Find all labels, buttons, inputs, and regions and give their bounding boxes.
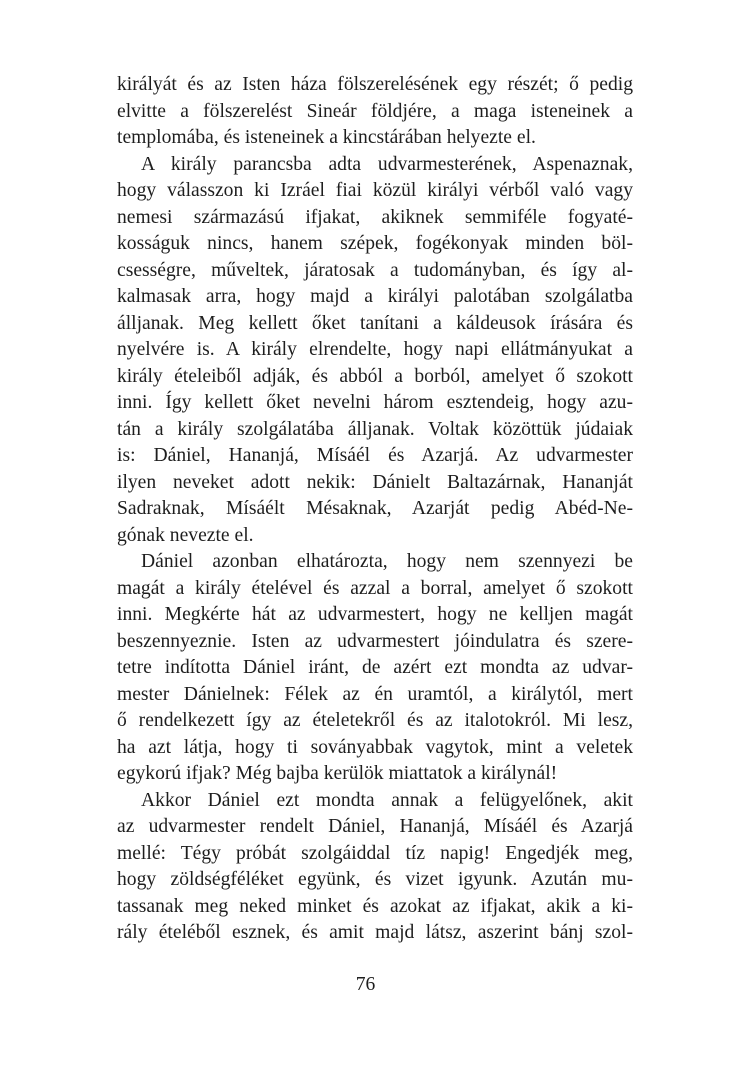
text-line: nemesi származású ifjakat, akiknek semmiféle fogyaté- bbox=[117, 206, 633, 228]
paragraph-4 bbox=[117, 788, 633, 947]
text-line: ő rendelkezett így az ételetekről és az italotokról. Mi lesz, bbox=[117, 710, 633, 731]
page-number: 76 bbox=[355, 974, 376, 995]
text-line: mellé: Tégy próbát szolgáiddal tíz napig! Engedjék meg, bbox=[117, 842, 633, 864]
text-line: egykorú ifjak? Még bajba kerülök miattatok a királynál! bbox=[117, 763, 558, 784]
text-line: király ételeiből adják, és abból a borból, amelyet ő szokott bbox=[117, 365, 633, 387]
text-line: gónak nevezte el. bbox=[117, 524, 254, 546]
text-line: tetre indította Dániel iránt, de azért ezt mondta az udvar- bbox=[117, 657, 633, 678]
text-line: csességre, műveltek, járatosak a tudományban, és így al- bbox=[117, 259, 633, 281]
text-line: A király parancsba adta udvarmesterének, Aspenaznak, bbox=[141, 153, 633, 175]
paragraph-1 bbox=[117, 72, 633, 152]
text-line: királyát és az Isten háza fölszerelésének egy részét; ő pedig bbox=[117, 74, 633, 95]
text-line: Akkor Dániel ezt mondta annak a felügyelőnek, akit bbox=[141, 789, 633, 811]
text-line: magát a király ételével és azzal a borral, amelyet ő szokott bbox=[117, 577, 633, 599]
text-line: tassanak meg neked minket és azokat az ifjakat, akik a ki- bbox=[117, 895, 633, 917]
text-line: hogy válasszon ki Izráel fiai közül királyi vérből való vagy bbox=[117, 180, 633, 201]
text-line: tán a király szolgálatába álljanak. Voltak közöttük júdaiak bbox=[117, 418, 633, 440]
text-line: ilyen neveket adott nekik: Dánielt Baltazárnak, Hananját bbox=[117, 471, 633, 493]
text-line: hogy zöldségféléket együnk, és vizet igyunk. Azután mu- bbox=[117, 869, 633, 890]
text-line: mester Dánielnek: Félek az én uramtól, a királytól, mert bbox=[117, 683, 633, 705]
text-line: kalmasak arra, hogy majd a királyi palotában szolgálatba bbox=[117, 286, 633, 307]
text-line: kosságuk nincs, hanem szépek, fogékonyak minden böl- bbox=[117, 233, 633, 254]
paragraph-3 bbox=[117, 549, 633, 788]
text-line: is: Dániel, Hananjá, Mísáél és Azarjá. Az udvarmester bbox=[117, 445, 633, 466]
text-line: ha azt látja, hogy ti soványabbak vagytok, mint a veletek bbox=[117, 736, 633, 758]
text-line: Sadraknak, Mísáélt Mésaknak, Azarját pedig Abéd-Ne- bbox=[117, 498, 633, 519]
text-line: inni. Így kellett őket nevelni három esztendeig, hogy azu- bbox=[117, 392, 633, 413]
text-line: inni. Megkérte hát az udvarmestert, hogy ne kelljen magát bbox=[117, 604, 633, 625]
text-line: rály ételéből esznek, és amit majd látsz, aszerint bánj szol- bbox=[117, 922, 633, 943]
text-line: Dániel azonban elhatározta, hogy nem szennyezi be bbox=[141, 551, 633, 572]
page-body bbox=[117, 72, 633, 947]
paragraph-2 bbox=[117, 152, 633, 550]
text-line: álljanak. Meg kellett őket tanítani a káldeusok írására és bbox=[117, 312, 633, 334]
text-line: elvitte a fölszerelést Sineár földjére, a maga isteneinek a bbox=[117, 100, 633, 122]
text-line: beszennyeznie. Isten az udvarmestert jóindulatra és szere- bbox=[117, 630, 633, 652]
text-line: templomába, és isteneinek a kincstárában helyezte el. bbox=[117, 127, 536, 148]
text-line: az udvarmester rendelt Dániel, Hananjá, Mísáél és Azarjá bbox=[117, 816, 633, 837]
text-line: nyelvére is. A király elrendelte, hogy napi ellátmányukat a bbox=[117, 339, 633, 360]
